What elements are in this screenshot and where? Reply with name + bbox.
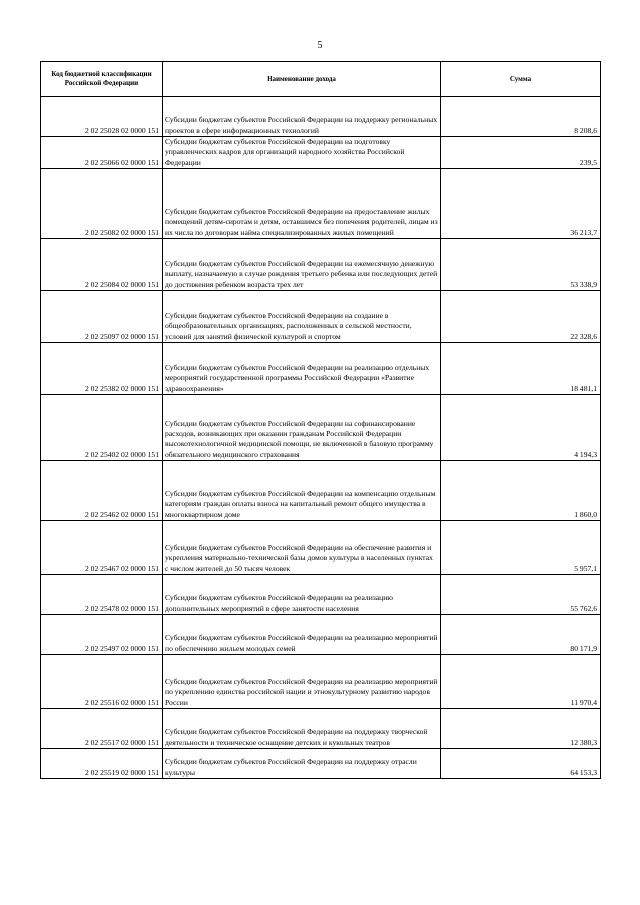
table-row bbox=[41, 239, 601, 291]
header-name: Наименование дохода bbox=[163, 62, 441, 97]
table-row bbox=[41, 395, 601, 461]
cell-code: 2 02 25516 02 0000 151 bbox=[41, 655, 163, 709]
table-row bbox=[41, 575, 601, 615]
cell-code: 2 02 25066 02 0000 151 bbox=[41, 137, 163, 169]
cell-amount: 53 338,9 bbox=[441, 239, 601, 291]
cell-name: Субсидии бюджетам субъектов Российской Федерации на софинансирование расходов, возникающих при оказании гражданам Российской Федерации высокотехнологичной медицинской помощи, не включенной в базовую программу обязательного медицинского страхования bbox=[163, 395, 441, 461]
cell-name: Субсидии бюджетам субъектов Российской Федерации на ежемесячную денежную выплату, назначаемую в случае рождения третьего ребенка или последующих детей до достижения ребенком возраста трех лет bbox=[163, 239, 441, 291]
cell-name: Субсидии бюджетам субъектов Российской Федерации на реализацию отдельных мероприятий государственной программы Российской Федерации «Развитие здравоохранения» bbox=[163, 343, 441, 395]
page-number: 5 bbox=[317, 40, 323, 51]
cell-amount: 18 481,1 bbox=[441, 343, 601, 395]
cell-amount: 5 957,1 bbox=[441, 521, 601, 575]
table-row bbox=[41, 137, 601, 169]
table-row bbox=[41, 291, 601, 343]
table-row bbox=[41, 97, 601, 137]
cell-name: Субсидии бюджетам субъектов Российской Федерации на подготовку управленческих кадров для организаций народного хозяйства Российской Федерации bbox=[163, 137, 441, 169]
cell-name: Субсидии бюджетам субъектов Российской Федерации на компенсацию отдельным категориям граждан оплаты взноса на капитальный ремонт общего имущества в многоквартирном доме bbox=[163, 461, 441, 521]
cell-name: Субсидии бюджетам субъектов Российской Федерации на обеспечение развития и укрепления материально-технической базы домов культуры в населенных пунктах с числом жителей до 50 тысяч человек bbox=[163, 521, 441, 575]
cell-name: Субсидии бюджетам субъектов Российской Федерации на создание в общеобразовательных организациях, расположенных в сельской местности, условий для занятий физической культурой и спортом bbox=[163, 291, 441, 343]
table-row bbox=[41, 343, 601, 395]
cell-code: 2 02 25382 02 0000 151 bbox=[41, 343, 163, 395]
cell-code: 2 02 25519 02 0000 151 bbox=[41, 749, 163, 779]
table-header-row bbox=[41, 62, 601, 97]
cell-name: Субсидии бюджетам субъектов Российской Федерации на реализацию мероприятий по укреплению единства российской нации и этнокультурному развитию народов России bbox=[163, 655, 441, 709]
cell-amount: 80 171,9 bbox=[441, 615, 601, 655]
cell-name: Субсидии бюджетам субъектов Российской Федерации на реализацию мероприятий по обеспечению жильем молодых семей bbox=[163, 615, 441, 655]
cell-name: Субсидии бюджетам субъектов Российской Федерации на поддержку отрасли культуры bbox=[163, 749, 441, 779]
cell-amount: 239,5 bbox=[441, 137, 601, 169]
cell-code: 2 02 25028 02 0000 151 bbox=[41, 97, 163, 137]
table-row bbox=[41, 461, 601, 521]
cell-amount: 1 860,0 bbox=[441, 461, 601, 521]
cell-amount: 11 970,4 bbox=[441, 655, 601, 709]
cell-amount: 22 328,6 bbox=[441, 291, 601, 343]
cell-code: 2 02 25402 02 0000 151 bbox=[41, 395, 163, 461]
cell-code: 2 02 25497 02 0000 151 bbox=[41, 615, 163, 655]
cell-name: Субсидии бюджетам субъектов Российской Федерации на поддержку творческой деятельности и техническое оснащение детских и кукольных театров bbox=[163, 709, 441, 749]
cell-name: Субсидии бюджетам субъектов Российской Федерации на предоставление жилых помещений детям-сиротам и детям, оставшимся без попечения родителей, лицам из их числа по договорам найма специализированных жилых помещений bbox=[163, 169, 441, 239]
table-row bbox=[41, 709, 601, 749]
table-row bbox=[41, 615, 601, 655]
cell-amount: 8 208,6 bbox=[441, 97, 601, 137]
cell-amount: 64 153,3 bbox=[441, 749, 601, 779]
cell-code: 2 02 25467 02 0000 151 bbox=[41, 521, 163, 575]
cell-amount: 12 380,3 bbox=[441, 709, 601, 749]
header-code: Код бюджетной классификации Российской Федерации bbox=[41, 62, 163, 97]
cell-code: 2 02 25462 02 0000 151 bbox=[41, 461, 163, 521]
cell-name: Субсидии бюджетам субъектов Российской Федерации на поддержку региональных проектов в сфере информационных технологий bbox=[163, 97, 441, 137]
cell-name: Субсидии бюджетам субъектов Российской Федерации на реализацию дополнительных мероприятий в сфере занятости населения bbox=[163, 575, 441, 615]
cell-amount: 4 194,3 bbox=[441, 395, 601, 461]
cell-code: 2 02 25082 02 0000 151 bbox=[41, 169, 163, 239]
table-row bbox=[41, 749, 601, 779]
cell-amount: 55 762,6 bbox=[441, 575, 601, 615]
cell-code: 2 02 25097 02 0000 151 bbox=[41, 291, 163, 343]
header-amount: Сумма bbox=[441, 62, 601, 97]
cell-code: 2 02 25084 02 0000 151 bbox=[41, 239, 163, 291]
cell-code: 2 02 25478 02 0000 151 bbox=[41, 575, 163, 615]
revenue-table bbox=[40, 61, 601, 779]
table-row bbox=[41, 521, 601, 575]
table-row bbox=[41, 169, 601, 239]
cell-code: 2 02 25517 02 0000 151 bbox=[41, 709, 163, 749]
cell-amount: 36 213,7 bbox=[441, 169, 601, 239]
table-row bbox=[41, 655, 601, 709]
